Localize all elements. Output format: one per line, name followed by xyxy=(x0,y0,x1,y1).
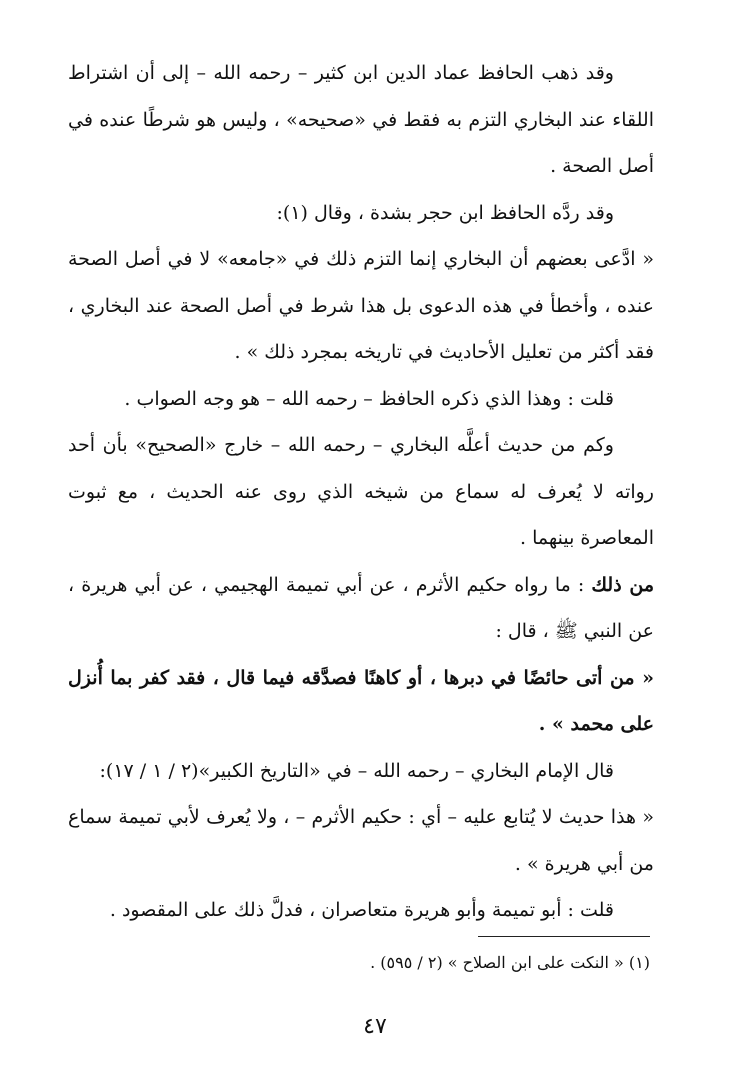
body-text xyxy=(68,50,654,934)
quote-hadith: « من أتى حائضًا في دبرها ، أو كاهنًا فصدَّقه فيما قال ، فقد كفر بما أُنزل على محمد » . xyxy=(68,666,654,735)
paragraph-example-chain xyxy=(68,562,654,655)
paragraph-bukhari-citation: قال الإمام البخاري – رحمه الله – في «التاريخ الكبير»(٢ / ١ / ١٧): xyxy=(99,759,614,782)
example-chain-text: : ما رواه حكيم الأثرم ، عن أبي تميمة الهجيمي ، عن أبي هريرة ، عن النبي ﷺ ، قال : xyxy=(68,573,654,642)
example-lead-label: من ذلك xyxy=(591,573,654,596)
footnote-divider xyxy=(478,936,650,937)
paragraph-bukhari-examples: وكم من حديث أعلَّه البخاري – رحمه الله – خارج «الصحيح» بأن أحد رواته لا يُعرف له سماع من شيخه الذي روى عنه الحديث ، مع ثبوت المعاصرة بينهما . xyxy=(68,434,654,549)
paragraph-conclusion: قلت : أبو تميمة وأبو هريرة متعاصران ، فدلَّ ذلك على المقصود . xyxy=(109,899,614,921)
footnote: (١) « النكت على ابن الصلاح » (٢ / ٥٩٥) . xyxy=(370,953,650,972)
quote-ibn-hajar: « ادَّعى بعضهم أن البخاري إنما التزم ذلك في «جامعه» لا في أصل الصحة عنده ، وأخطأ في هذه الدعوى بل هذا شرط في أصل الصحة عند البخاري ، فقد أكثر من تعليل الأحاديث في تاريخه بمجرد ذلك » . xyxy=(68,248,654,363)
paragraph-ibn-hajar-intro: وقد ردَّه الحافظ ابن حجر بشدة ، وقال (١): xyxy=(276,201,614,224)
paragraph-author-comment: قلت : وهذا الذي ذكره الحافظ – رحمه الله – هو وجه الصواب . xyxy=(124,387,614,410)
paragraph-ibn-kathir: وقد ذهب الحافظ عماد الدين ابن كثير – رحمه الله – إلى أن اشتراط اللقاء عند البخاري التزم به فقط في «صحيحه» ، وليس هو شرطًا عنده في أصل الصحة . xyxy=(68,62,654,177)
quote-bukhari: « هذا حديث لا يُتابع عليه – أي : حكيم الأثرم – ، ولا يُعرف لأبي تميمة سماع من أبي هريرة » . xyxy=(68,806,654,875)
page-number: ٤٧ xyxy=(363,1014,387,1039)
